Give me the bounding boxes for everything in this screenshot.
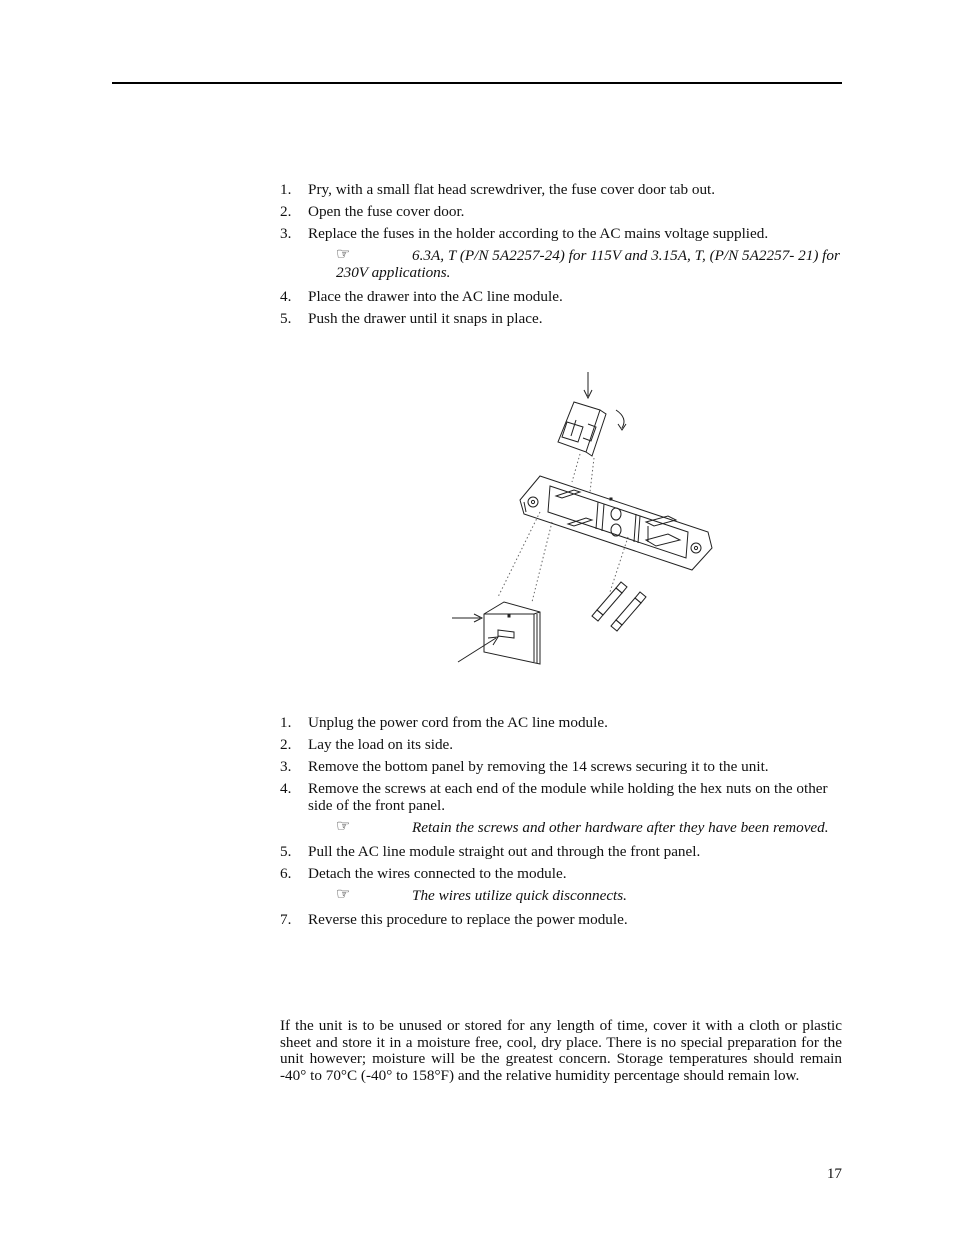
ac-line-module-diagram <box>440 362 730 672</box>
step-number: 2. <box>280 203 292 220</box>
list-item <box>280 911 844 928</box>
list-item <box>280 758 844 775</box>
fuse-drawer <box>558 402 606 456</box>
step-text: Replace the fuses in the holder according to the AC mains voltage supplied. <box>308 225 769 242</box>
pointing-hand-icon: ☞ <box>336 246 351 263</box>
step-number: 4. <box>280 780 292 797</box>
list-item <box>280 865 844 882</box>
quick-disconnect-note <box>336 887 844 904</box>
fuse-replacement-steps <box>280 181 844 332</box>
step-number: 3. <box>280 758 292 775</box>
step-text: Pry, with a small flat head screwdriver, the fuse cover door tab out. <box>308 181 716 198</box>
step-text: Unplug the power cord from the AC line module. <box>308 714 608 731</box>
rotation-arrow <box>616 410 624 428</box>
pointing-hand-icon: ☞ <box>336 886 351 903</box>
header-rule <box>112 82 842 84</box>
step-number: 1. <box>280 714 292 731</box>
note-text: The wires utilize quick disconnects. <box>412 887 627 904</box>
list-item <box>280 714 844 731</box>
list-item <box>280 780 844 814</box>
note-text: Retain the screws and other hardware after they have been removed. <box>412 819 829 836</box>
ac-line-module <box>520 476 712 570</box>
list-item <box>280 310 844 327</box>
list-item <box>280 225 844 242</box>
guide-lines <box>498 454 628 602</box>
list-item <box>280 736 844 753</box>
step-text: Open the fuse cover door. <box>308 203 465 220</box>
step-number: 4. <box>280 288 292 305</box>
step-number: 1. <box>280 181 292 198</box>
fuse-cover-door <box>484 602 540 664</box>
step-number: 5. <box>280 310 292 327</box>
arrowhead <box>488 637 498 645</box>
step-text: Push the drawer until it snaps in place. <box>308 310 543 327</box>
storage-paragraph: If the unit is to be unused or stored for any length of time, cover it with a cloth or plastic sheet and store it in a moisture free, cool, dry place. There is no special preparation for the unit however; moisture will be the greatest concern. Storage temperatures should remain -40° to 70°C (-40° to 158°F) and the relative humidity percentage should remain low. <box>280 1017 842 1084</box>
step-text: Detach the wires connected to the module. <box>308 865 567 882</box>
list-item <box>280 843 844 860</box>
list-item <box>280 203 844 220</box>
list-item <box>280 288 844 305</box>
retain-hardware-note <box>336 819 844 836</box>
step-text: Reverse this procedure to replace the power module. <box>308 911 628 928</box>
pointing-hand-icon: ☞ <box>336 818 351 835</box>
note-text: 6.3A, T (P/N 5A2257-24) for 115V and 3.15A, T, (P/N 5A2257- 21) for 230V applications. <box>336 247 840 281</box>
step-number: 3. <box>280 225 292 242</box>
step-text: Remove the screws at each end of the module while holding the hex nuts on the other side of the front panel. <box>308 780 828 814</box>
fuses <box>592 582 646 631</box>
step-text: Remove the bottom panel by removing the 14 screws securing it to the unit. <box>308 758 769 775</box>
fuse-rating-note <box>336 247 844 281</box>
step-text: Lay the load on its side. <box>308 736 454 753</box>
step-number: 7. <box>280 911 292 928</box>
list-item <box>280 181 844 198</box>
step-number: 2. <box>280 736 292 753</box>
page-number: 17 <box>826 1165 842 1182</box>
step-number: 6. <box>280 865 292 882</box>
step-text: Place the drawer into the AC line module. <box>308 288 563 305</box>
step-number: 5. <box>280 843 292 860</box>
module-replacement-steps <box>280 714 844 933</box>
pointer-arrow <box>458 638 496 662</box>
step-text: Pull the AC line module straight out and through the front panel. <box>308 843 701 860</box>
